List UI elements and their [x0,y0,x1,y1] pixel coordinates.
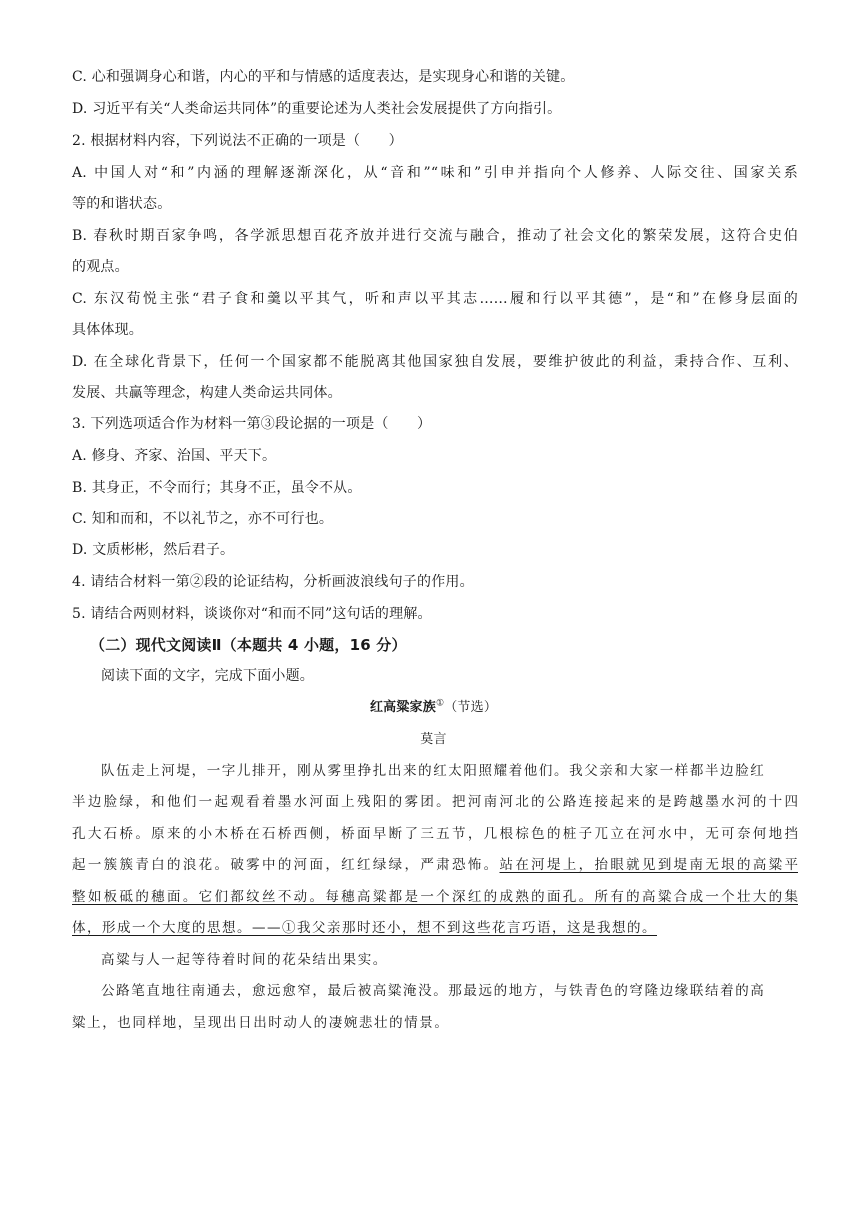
q2-stem: 2. 根据材料内容，下列说法不正确的一项是（ ） [72,133,403,149]
q2-option-a: A. 中国人对“和”内涵的理解逐渐深化，从“音和”“味和”引申并指向个人修养、人际交往、国家关系 [72,165,798,181]
q2-option-c: C. 东汉荀悦主张“君子食和羹以平其气，听和声以平其志……履和行以平其德”，是“和”在修身层面的 [72,291,798,307]
underlined-collective-sentence: 体，形成一个大度的思想。 [72,920,252,936]
story-p1-line2: 半边脸绿，和他们一起观看着墨水河面上残阳的雾团。把河南河北的公路连接起来的是跨越墨水河的十四 [72,794,798,810]
story-p1-line4 [72,853,798,873]
story-p2: 高粱与人一起等待着时间的花朵结出果实。 [101,952,388,968]
story-p3-line1: 公路笔直地往南通去，愈远愈窄，最后被高粱淹没。那最远的地方，与铁青色的穹隆边缘联结着的高 [101,983,766,999]
story-title-suffix: （节选） [444,700,498,715]
q2-option-d-cont: 发展、共赢等理念，构建人类命运共同体。 [72,385,342,401]
q2-option-b: B. 春秋时期百家争鸣，各学派思想百花齐放并进行交流与融合，推动了社会文化的繁荣发展，这符合史伯 [72,228,798,244]
q1-option-d: D. 习近平有关“人类命运共同体”的重要论述为人类社会发展提供了方向指引。 [72,101,562,117]
q2-option-a-cont: 等的和谐状态。 [72,196,172,212]
story-title-note: ① [435,698,445,709]
q3-option-a: A. 修身、齐家、治国、平天下。 [72,448,277,464]
story-title-line [0,696,867,715]
q2-option-d: D. 在全球化背景下，任何一个国家都不能脱离其他国家独自发展，要维护彼此的利益，秉持合作、互利、 [72,354,798,370]
story-p1-line5: 整如板砥的穗面。它们都纹丝不动。每穗高粱都是一个深红的成熟的面孔。所有的高粱合成一个壮大的集 [72,889,798,905]
q3-option-c: C. 知和而和，不以礼节之，亦不可行也。 [72,511,334,527]
wavy-underlined-sentence: 站在河堤上，抬眼就见到堤南无垠的高粱平 [499,857,798,873]
story-title: 红高粱家族 [369,700,436,715]
underlined-narrator-sentence: ——①我父亲那时还小，想不到这些花言巧语，这是我想的。 [252,920,657,936]
q2-option-b-cont: 的观点。 [72,259,129,275]
q2-option-c-cont: 具体体现。 [72,322,143,338]
story-p3-line2: 粱上，也同样地，呈现出日出时动人的凄婉悲壮的情景。 [72,1015,450,1031]
q3-option-d: D. 文质彬彬，然后君子。 [72,542,235,558]
q4-stem: 4. 请结合材料一第②段的论证结构，分析画波浪线句子的作用。 [72,574,474,590]
story-p1-line6 [72,916,657,936]
story-author: 莫言 [420,732,447,747]
section-instruction: 阅读下面的文字，完成下面小题。 [101,668,314,684]
story-p1-line1: 队伍走上河堤，一字儿排开，刚从雾里挣扎出来的红太阳照耀着他们。我父亲和大家一样都半边脸红 [101,763,766,779]
q1-option-c: C. 心和强调身心和谐，内心的平和与情感的适度表达，是实现身心和谐的关键。 [72,69,575,85]
q5-stem: 5. 请结合两则材料，谈谈你对“和而不同”这句话的理解。 [72,606,432,622]
q3-option-b: B. 其身正，不令而行；其身不正，虽令不从。 [72,480,362,496]
q3-stem: 3. 下列选项适合作为材料一第③段论据的一项是（ ） [72,416,432,432]
story-p1-line4-text: 起一簇簇青白的浪花。破雾中的河面，红红绿绿，严肃恐怖。 [72,857,500,873]
story-p1-line3: 孔大石桥。原来的小木桥在石桥西侧，桥面早断了三五节，几根棕色的桩子兀立在河水中，无可奈何地挡 [72,826,798,842]
section-heading: （二）现代文阅读Ⅱ（本题共 4 小题，16 分） [90,636,407,654]
